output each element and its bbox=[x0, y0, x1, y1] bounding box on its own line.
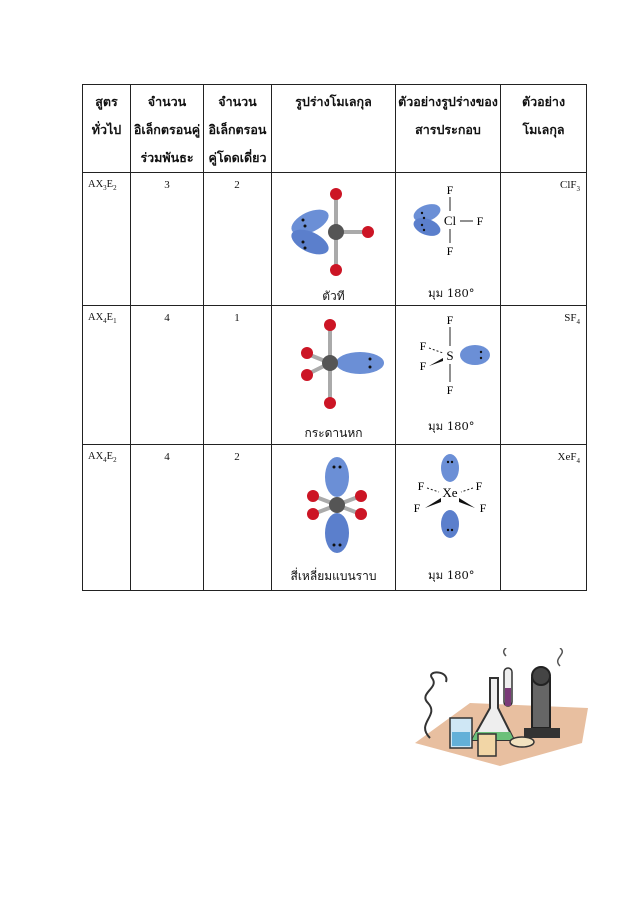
column-divider bbox=[395, 84, 396, 591]
lone-pairs-value: 2 bbox=[234, 451, 240, 463]
svg-text:Cl: Cl bbox=[443, 213, 457, 228]
seesaw-molecule-model bbox=[290, 315, 390, 415]
svg-text:F: F bbox=[419, 359, 427, 373]
svg-text:F: F bbox=[479, 501, 487, 515]
steam-icon bbox=[558, 648, 563, 666]
t-shaped-molecule-model bbox=[282, 180, 387, 285]
svg-text:F: F bbox=[417, 479, 425, 493]
table-border-left bbox=[82, 84, 83, 591]
header-general-formula: สูตร ทั่วไป bbox=[91, 94, 122, 137]
shape-name: ตัวที bbox=[322, 289, 345, 303]
chemistry-lab-clipart bbox=[410, 648, 590, 768]
header-example-shape: ตัวอย่างรูปร่างของ สารประกอบ bbox=[398, 94, 498, 137]
svg-text:Xe: Xe bbox=[442, 485, 458, 500]
bond-angle: มุม 180° bbox=[428, 568, 475, 582]
lone-pair-lobe bbox=[325, 513, 349, 553]
ligand-atom bbox=[301, 369, 313, 381]
general-formula-cell: $AX_4E_2$ bbox=[88, 451, 117, 465]
ligand-atom bbox=[307, 490, 319, 502]
svg-text:F: F bbox=[476, 214, 484, 228]
example-molecule: $SF_4$ bbox=[564, 312, 580, 327]
lone-pair-lobe bbox=[325, 457, 349, 497]
svg-text:F: F bbox=[446, 244, 454, 258]
general-formula-cell: $AX_3E_2$ bbox=[88, 179, 117, 193]
square-planar-molecule-model bbox=[302, 455, 372, 555]
ligand-atom bbox=[301, 347, 313, 359]
svg-text:F: F bbox=[475, 479, 483, 493]
ligand-atom bbox=[355, 508, 367, 520]
general-formula-cell: $AX_4E_1$ bbox=[88, 312, 117, 326]
bond-angle: มุม 180° bbox=[428, 286, 475, 300]
ligand-atom bbox=[355, 490, 367, 502]
ligand-atom bbox=[324, 397, 336, 409]
sf4-structure bbox=[405, 310, 495, 405]
lone-pair-lobe bbox=[441, 454, 459, 482]
bonding-pairs-value: 4 bbox=[164, 312, 170, 324]
central-atom bbox=[329, 497, 345, 513]
shape-name: สี่เหลี่ยมแบนราบ bbox=[290, 569, 377, 583]
beaker-icon bbox=[478, 734, 496, 756]
dish-icon bbox=[510, 737, 534, 747]
lone-pairs-value: 1 bbox=[234, 312, 240, 324]
header-lone-pairs: จำนวน อิเล็กตรอน คู่โดดเดี่ยว bbox=[208, 94, 267, 165]
clf3-structure bbox=[405, 180, 495, 265]
header-molecular-shape: รูปร่างโมเลกุล bbox=[295, 94, 372, 109]
header-example-molecule: ตัวอย่างโมเลกุล bbox=[521, 94, 566, 137]
lone-pair-lobe bbox=[460, 345, 490, 365]
svg-text:F: F bbox=[446, 183, 454, 197]
ligand-atom bbox=[330, 188, 342, 200]
lone-pair-lobe bbox=[441, 510, 459, 538]
column-divider bbox=[271, 84, 272, 591]
lone-pairs-value: 2 bbox=[234, 179, 240, 191]
table-row-divider bbox=[82, 444, 586, 445]
bonding-pairs-value: 3 bbox=[164, 179, 170, 191]
header-bonding-pairs: จำนวน อิเล็กตรอนคู่ ร่วมพันธะ bbox=[133, 94, 201, 165]
example-molecule: ClF$_3$ bbox=[559, 179, 580, 194]
svg-text:F: F bbox=[419, 339, 427, 353]
table-border-right bbox=[586, 84, 587, 591]
table-border-top bbox=[82, 84, 586, 85]
ligand-atom bbox=[324, 319, 336, 331]
bond-angle: มุม 180° bbox=[428, 419, 475, 433]
table-border-bottom bbox=[82, 590, 586, 591]
table-header-divider bbox=[82, 172, 586, 173]
ligand-atom bbox=[362, 226, 374, 238]
svg-text:S: S bbox=[446, 348, 454, 363]
svg-text:F: F bbox=[446, 313, 454, 327]
ligand-atom bbox=[307, 508, 319, 520]
steam-icon bbox=[504, 648, 510, 656]
xef4-structure bbox=[405, 452, 495, 547]
column-divider bbox=[500, 84, 501, 591]
example-molecule: XeF$_4$ bbox=[557, 451, 580, 466]
central-atom bbox=[322, 355, 338, 371]
lone-pair-lobe bbox=[336, 352, 384, 374]
svg-text:F: F bbox=[446, 383, 454, 397]
central-atom bbox=[328, 224, 344, 240]
shape-name: กระดานหก bbox=[304, 426, 363, 440]
bonding-pairs-value: 4 bbox=[164, 451, 170, 463]
ligand-atom bbox=[330, 264, 342, 276]
svg-text:F: F bbox=[413, 501, 421, 515]
